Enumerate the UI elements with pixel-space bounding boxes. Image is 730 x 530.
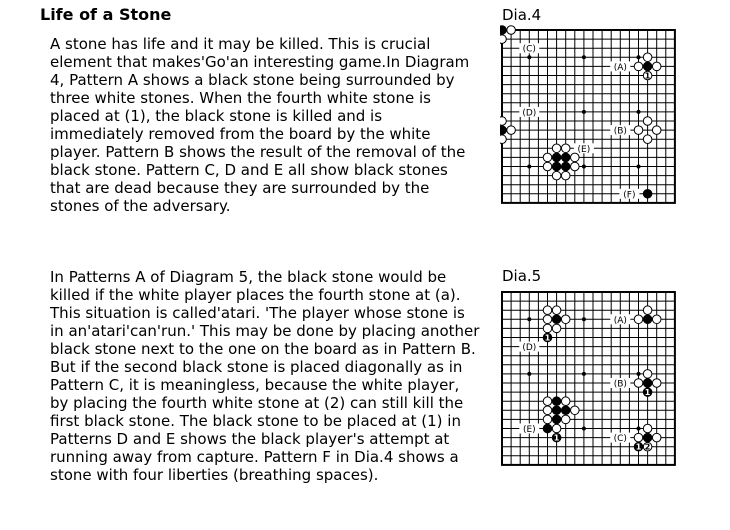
white-stone — [552, 144, 561, 153]
star-point — [582, 427, 586, 431]
star-point — [637, 110, 641, 114]
black-stone — [561, 406, 570, 415]
white-stone — [561, 144, 570, 153]
pattern-label: (E) — [522, 425, 536, 435]
star-point — [637, 372, 641, 376]
pattern-label: (C) — [522, 44, 536, 55]
pattern-label: (C) — [613, 434, 627, 445]
white-stone — [643, 424, 652, 433]
pattern-label: (E) — [577, 144, 591, 155]
white-stone — [500, 135, 506, 144]
white-stone — [643, 135, 652, 144]
white-stone — [543, 324, 552, 333]
pattern-label: (A) — [613, 62, 627, 73]
white-stone — [543, 315, 552, 324]
black-stone — [552, 315, 561, 324]
white-stone — [643, 117, 652, 126]
move-number: 1 — [644, 388, 651, 398]
move-number: 1 — [644, 71, 651, 81]
star-point — [582, 372, 586, 376]
black-stone — [552, 406, 561, 415]
black-stone — [561, 162, 570, 171]
black-stone — [552, 153, 561, 162]
white-stone — [543, 415, 552, 424]
star-point — [582, 317, 586, 321]
white-stone — [652, 126, 661, 135]
white-stone — [552, 171, 561, 180]
black-stone — [643, 62, 652, 71]
black-stone — [552, 162, 561, 171]
black-stone — [552, 415, 561, 424]
pattern-label: (D) — [522, 343, 537, 354]
go-board-diagram-4 — [500, 24, 690, 214]
white-stone — [500, 117, 506, 126]
white-stone — [652, 62, 661, 71]
star-point — [582, 110, 586, 114]
white-stone — [634, 62, 643, 71]
white-stone — [543, 306, 552, 315]
move-number: 1 — [544, 333, 551, 343]
white-stone — [571, 406, 580, 415]
white-stone — [543, 406, 552, 415]
white-stone — [543, 397, 552, 406]
black-stone — [543, 424, 552, 433]
white-stone — [507, 26, 516, 35]
paragraph-intro: A stone has life and it may be killed. This is crucial element that makes'Go'an interesting game.In Diagram 4, Pattern A shows a black stone being surrounded by three white stones. When the fourth white stone is placed at (1), the black stone is killed and is immediately removed from the board by the white player. Pattern B shows the result of the removal of the black stone. Pattern C, D and E all show black stones that are dead because they are surrounded by the stones of the adversary. — [50, 35, 470, 215]
move-number: 2 — [644, 442, 651, 452]
white-stone — [552, 324, 561, 333]
black-stone — [643, 190, 652, 199]
white-stone — [652, 433, 661, 442]
diagram-5-label: Dia.5 — [502, 267, 542, 285]
white-stone — [643, 370, 652, 379]
white-stone — [634, 433, 643, 442]
black-stone — [500, 126, 506, 135]
white-stone — [634, 315, 643, 324]
pattern-label: (A) — [613, 315, 627, 326]
go-board-diagram-5 — [500, 288, 690, 474]
star-point — [637, 165, 641, 169]
white-stone — [652, 315, 661, 324]
star-point — [527, 372, 531, 376]
pattern-label: (B) — [613, 126, 627, 137]
move-number: 1 — [635, 442, 642, 452]
star-point — [527, 165, 531, 169]
section-title: Life of a Stone — [40, 5, 172, 24]
white-stone — [543, 162, 552, 171]
white-stone — [507, 126, 516, 135]
white-stone — [561, 415, 570, 424]
white-stone — [643, 53, 652, 62]
star-point — [637, 427, 641, 431]
paragraph-atari: In Patterns A of Diagram 5, the black stone would be killed if the white player places the fourth stone at (a). This situation is called'atari. 'The player whose stone is in an'atari'can'run.' This may be done by placing another black stone next to the one on the board as in Pattern B. But if the second black stone is placed diagonally as in Pattern C, it is meaningless, because the white player, by placing the fourth white stone at (2) can still kill the first black stone. The black stone to be placed at (1) in Patterns D and E shows the black player's attempt at running away from capture. Pattern F in Dia.4 shows a stone with four liberties (breathing spaces). — [50, 268, 480, 484]
white-stone — [552, 424, 561, 433]
white-stone — [552, 306, 561, 315]
star-point — [527, 317, 531, 321]
white-stone — [543, 153, 552, 162]
black-stone — [643, 433, 652, 442]
white-stone — [652, 379, 661, 388]
pattern-label: (F) — [623, 190, 636, 201]
black-stone — [561, 153, 570, 162]
white-stone — [561, 171, 570, 180]
white-stone — [571, 162, 580, 171]
white-stone — [634, 379, 643, 388]
black-stone — [643, 379, 652, 388]
star-point — [527, 55, 531, 59]
pattern-label: (B) — [613, 379, 627, 390]
black-stone — [643, 315, 652, 324]
diagram-4-label: Dia.4 — [502, 6, 542, 24]
black-stone — [552, 397, 561, 406]
white-stone — [634, 126, 643, 135]
white-stone — [561, 397, 570, 406]
star-point — [637, 55, 641, 59]
star-point — [582, 55, 586, 59]
white-stone — [643, 306, 652, 315]
white-stone — [571, 153, 580, 162]
black-stone — [500, 26, 506, 35]
white-stone — [561, 315, 570, 324]
pattern-label: (D) — [522, 108, 537, 119]
move-number: 1 — [553, 433, 560, 443]
star-point — [582, 165, 586, 169]
white-stone — [500, 35, 506, 44]
